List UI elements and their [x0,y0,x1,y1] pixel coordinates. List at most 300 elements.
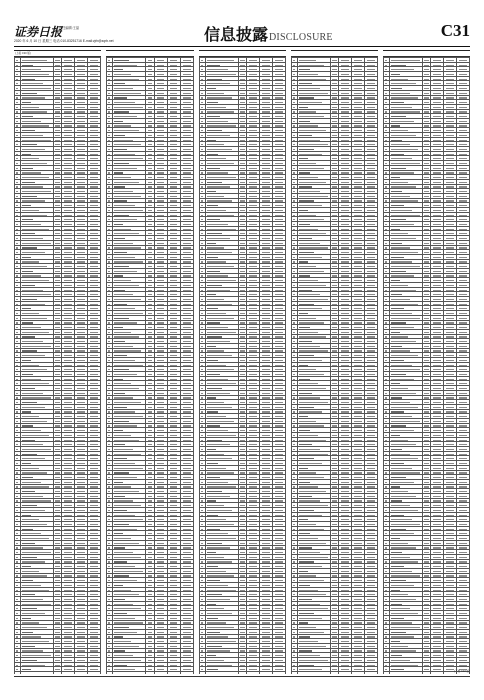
cell-text-stroke [77,529,84,530]
cell-text-stroke [170,186,177,187]
cell-text-stroke [148,655,152,656]
cell-text-stroke [77,355,84,356]
cell-text-stroke [90,111,97,112]
cell-text-stroke [148,88,152,89]
cell-text-stroke [77,130,84,131]
cell-text-stroke [108,336,110,337]
cell-text-stroke [157,346,164,347]
cell-text-stroke [108,533,110,534]
cell-text-stroke [64,313,71,314]
cell-text-stroke [262,172,269,173]
cell-text-stroke [240,238,244,239]
cell-text-stroke [108,580,110,581]
cell-text-stroke [170,575,177,576]
cell-text-stroke [157,149,164,150]
cell-text-stroke [22,379,41,380]
cell-text-stroke [249,257,256,258]
cell-text-stroke [207,88,216,89]
cell-text-stroke [249,313,256,314]
cell-text-stroke [108,425,110,426]
cell-text-stroke [64,257,71,258]
cell-text-stroke [170,646,177,647]
cell-text-stroke [170,515,177,516]
cell-text-stroke [148,111,152,112]
cell-text-stroke [22,346,51,347]
cell-text-stroke [262,69,269,70]
cell-text-stroke [64,482,71,483]
cell-text-stroke [249,233,256,234]
cell-text-stroke [64,172,71,173]
cell-text-stroke [148,308,152,309]
cell-text-stroke [22,665,45,666]
cell-text-stroke [148,107,152,108]
cell-text-stroke [157,88,164,89]
cell-text-stroke [148,365,152,366]
cell-text-stroke [275,402,282,403]
cell-text-stroke [90,496,97,497]
cell-text-stroke [183,655,190,656]
cell-text-stroke [207,144,224,145]
cell-text-stroke [77,650,84,651]
cell-text-stroke [90,646,97,647]
cell-text-stroke [22,107,39,108]
cell-text-stroke [201,379,203,380]
cell-text-stroke [148,407,152,408]
cell-text-stroke [157,350,164,351]
cell-text-stroke [16,632,18,633]
cell-text-stroke [55,332,59,333]
cell-text-stroke [262,369,269,370]
cell-text-stroke [183,83,190,84]
cell-text-stroke [16,608,18,609]
cell-text-stroke [90,336,97,337]
cell-text-stroke [148,397,152,398]
cell-text-stroke [55,285,59,286]
cell-text-stroke [275,191,282,192]
cell-text-stroke [108,140,110,141]
cell-text-stroke [64,83,71,84]
cell-text-stroke [22,172,41,173]
cell-text-stroke [16,561,18,562]
disclosure-table [14,57,101,674]
cell-text-stroke [240,407,244,408]
cell-text-stroke [77,140,84,141]
cell-text-stroke [201,421,203,422]
cell-text-stroke [240,219,244,220]
cell-text-stroke [148,411,152,412]
cell-text-stroke [201,346,203,347]
cell-text-stroke [148,144,152,145]
cell-text-stroke [148,665,152,666]
cell-text-stroke [77,458,84,459]
cell-text-stroke [114,69,123,70]
cell-text-stroke [183,140,190,141]
cell-text-stroke [262,121,269,122]
cell-text-stroke [90,149,97,150]
cell-text-stroke [77,313,84,314]
cell-text-stroke [77,158,84,159]
cell-text-stroke [240,421,244,422]
cell-text-stroke [170,252,177,253]
cell-text-stroke [207,93,224,94]
cell-text-stroke [183,627,190,628]
cell-text-stroke [207,243,216,244]
cell-text-stroke [64,355,71,356]
cell-text-stroke [77,421,84,422]
cell-text-stroke [64,252,71,253]
cell-text-stroke [77,172,84,173]
cell-text-stroke [157,229,164,230]
cell-text-stroke [55,458,59,459]
cell-text-stroke [183,636,190,637]
cell-text-stroke [262,275,269,276]
cell-text-stroke [157,641,164,642]
cell-text-stroke [262,182,269,183]
cell-text-stroke [170,154,177,155]
cell-text-stroke [90,322,97,323]
cell-text-stroke [201,341,203,342]
cell-text-stroke [201,125,203,126]
cell-text-stroke [16,468,18,469]
cell-text-stroke [170,660,177,661]
cell-text-stroke [249,88,256,89]
cell-text-stroke [148,285,152,286]
cell-text-stroke [157,519,164,520]
cell-text-stroke [108,322,110,323]
cell-text-stroke [170,388,177,389]
cell-text-stroke [108,608,110,609]
cell-text-stroke [108,280,110,281]
cell-text-stroke [22,186,43,187]
cell-text-stroke [22,618,31,619]
cell-text-stroke [157,557,164,558]
cell-text-stroke [108,88,110,89]
cell-text-stroke [249,275,256,276]
cell-text-stroke [201,407,203,408]
cell-text-stroke [157,182,164,183]
cell-text-stroke [249,172,256,173]
cell-text-stroke [249,308,256,309]
cell-text-stroke [22,482,41,483]
cell-text-stroke [183,557,190,558]
cell-text-stroke [262,229,269,230]
cell-text-stroke [148,219,152,220]
cell-text-stroke [148,350,152,351]
cell-text-stroke [114,425,137,426]
cell-text-stroke [55,585,59,586]
cell-text-stroke [207,444,230,445]
cell-text-stroke [108,486,110,487]
cell-text-stroke [77,599,84,600]
cell-text-stroke [55,102,59,103]
cell-text-stroke [207,402,224,403]
cell-text-stroke [90,636,97,637]
cell-text-stroke [16,308,18,309]
cell-text-stroke [170,200,177,201]
cell-text-stroke [262,421,269,422]
cell-text-stroke [108,332,110,333]
cell-text-stroke [183,154,190,155]
cell-text-stroke [275,196,282,197]
cell-text-stroke [183,182,190,183]
cell-text-stroke [22,233,35,234]
cell-text-stroke [201,172,203,173]
cell-text-stroke [77,627,84,628]
cell-text-stroke [22,604,51,605]
cell-text-stroke [77,463,84,464]
cell-text-stroke [275,318,282,319]
cell-text-stroke [16,266,18,267]
cell-text-stroke [157,543,164,544]
cell-text-stroke [148,177,152,178]
cell-text-stroke [157,444,164,445]
cell-text-stroke [22,444,43,445]
cell-text-stroke [22,149,45,150]
cell-text-stroke [148,580,152,581]
cell-text-stroke [148,575,152,576]
cell-text-stroke [148,172,152,173]
cell-text-stroke [201,229,203,230]
cell-text-stroke [16,627,18,628]
cell-text-stroke [16,571,18,572]
cell-text-stroke [77,299,84,300]
cell-text-stroke [90,191,97,192]
cell-text-stroke [183,421,190,422]
cell-text-stroke [77,646,84,647]
cell-text-stroke [108,374,110,375]
cell-text-stroke [262,233,269,234]
cell-text-stroke [240,393,244,394]
cell-text-stroke [64,458,71,459]
cell-text-stroke [183,575,190,576]
cell-text-stroke [64,369,71,370]
cell-text-stroke [108,622,110,623]
cell-text-stroke [16,144,18,145]
cell-text-stroke [170,454,177,455]
cell-text-stroke [148,444,152,445]
cell-text-stroke [148,618,152,619]
cell-text-stroke [77,435,84,436]
cell-text-stroke [77,116,84,117]
cell-text-stroke [77,341,84,342]
cell-text-stroke [157,219,164,220]
cell-text-stroke [16,130,18,131]
cell-text-stroke [240,93,244,94]
cell-text-stroke [16,505,18,506]
cell-text-stroke [170,538,177,539]
cell-text-stroke [157,224,164,225]
cell-text-stroke [64,449,71,450]
cell-text-stroke [249,379,256,380]
cell-text-stroke [249,79,256,80]
cell-text-stroke [249,140,256,141]
cell-text-stroke [240,79,244,80]
cell-text-stroke [108,665,110,666]
cell-text-stroke [183,491,190,492]
cell-text-stroke [183,252,190,253]
cell-text-stroke [240,444,244,445]
cell-text-stroke [77,125,84,126]
cell-text-stroke [22,365,39,366]
cell-text-stroke [240,247,244,248]
cell-text-stroke [262,224,269,225]
cell-text-stroke [249,294,256,295]
cell-text-stroke [55,547,59,548]
cell-text-stroke [249,369,256,370]
cell-text-stroke [240,205,244,206]
cell-text-stroke [114,172,123,173]
cell-text-stroke [64,93,71,94]
cell-text-stroke [170,257,177,258]
cell-text-stroke [16,182,18,183]
cell-text-stroke [201,158,203,159]
cell-text-stroke [207,158,226,159]
cell-text-stroke [64,360,71,361]
cell-text-stroke [77,163,84,164]
cell-text-stroke [22,243,51,244]
cell-text-stroke [55,186,59,187]
cell-text-stroke [262,290,269,291]
cell-text-stroke [114,524,129,525]
cell-text-stroke [16,224,18,225]
cell-text-stroke [201,360,203,361]
cell-text-stroke [22,229,49,230]
cell-text-stroke [114,547,125,548]
cell-text-stroke [201,275,203,276]
cell-text-stroke [183,121,190,122]
cell-text-stroke [64,393,71,394]
cell-text-stroke [90,177,97,178]
cell-text-stroke [207,238,230,239]
cell-text-stroke [16,665,18,666]
cell-text-stroke [55,421,59,422]
cell-text-stroke [114,660,141,661]
cell-text-stroke [77,491,84,492]
cell-text-stroke [114,135,125,136]
cell-text-stroke [262,425,269,426]
cell-text-stroke [108,60,110,61]
cell-text-stroke [157,116,164,117]
cell-text-stroke [22,261,39,262]
cell-text-stroke [16,229,18,230]
cell-text-stroke [183,336,190,337]
cell-text-stroke [90,88,97,89]
cell-text-stroke [201,224,203,225]
cell-text-stroke [22,116,33,117]
cell-text-stroke [157,393,164,394]
cell-text-stroke [240,261,244,262]
cell-text-stroke [183,313,190,314]
cell-text-stroke [201,200,203,201]
cell-text-stroke [108,393,110,394]
cell-text-stroke [275,163,282,164]
cell-text-stroke [64,594,71,595]
cell-text-stroke [249,397,256,398]
cell-text-stroke [275,397,282,398]
dateline: 2020 年 6 月 10 日 星期三 电话 010-83251716 E-mail:zjrb@zqrb.net [14,39,114,43]
cell-text-stroke [275,135,282,136]
cell-text-stroke [183,561,190,562]
cell-text-stroke [55,229,59,230]
cell-text-stroke [114,238,125,239]
cell-text-stroke [207,168,220,169]
cell-text-stroke [170,407,177,408]
cell-text-stroke [240,233,244,234]
cell-text-stroke [170,491,177,492]
cell-text-stroke [262,243,269,244]
cell-text-stroke [240,271,244,272]
cell-text-stroke [201,290,203,291]
cell-text-stroke [108,505,110,506]
cell-text-stroke [114,205,135,206]
cell-text-stroke [114,233,139,234]
cell-text-stroke [90,472,97,473]
cell-text-stroke [114,257,135,258]
cell-text-stroke [170,285,177,286]
cell-text-stroke [148,163,152,164]
cell-text-stroke [157,430,164,431]
cell-text-stroke [90,205,97,206]
cell-text-stroke [64,388,71,389]
cell-text-stroke [22,580,33,581]
cell-text-stroke [114,397,133,398]
cell-text-stroke [148,191,152,192]
cell-text-stroke [207,266,234,267]
cell-text-stroke [249,83,256,84]
cell-text-stroke [55,407,59,408]
cell-text-stroke [183,580,190,581]
cell-text-stroke [77,154,84,155]
cell-text-stroke [55,505,59,506]
cell-text-stroke [108,219,110,220]
cell-text-stroke [90,332,97,333]
cell-text-stroke [157,374,164,375]
cell-text-stroke [183,341,190,342]
cell-text-stroke [22,247,37,248]
cell-text-stroke [170,425,177,426]
table-cell [74,672,87,674]
cell-text-stroke [90,182,97,183]
cell-text-stroke [77,454,84,455]
cell-text-stroke [240,196,244,197]
cell-text-stroke [64,154,71,155]
cell-text-stroke [183,383,190,384]
cell-text-stroke [148,336,152,337]
cell-text-stroke [22,271,33,272]
cell-text-stroke [275,69,282,70]
cell-text-stroke [275,280,282,281]
cell-text-stroke [77,604,84,605]
cell-text-stroke [207,322,220,323]
cell-text-stroke [16,599,18,600]
cell-text-stroke [55,571,59,572]
cell-text-stroke [201,350,203,351]
cell-text-stroke [90,594,97,595]
cell-text-stroke [275,97,282,98]
cell-text-stroke [157,154,164,155]
cell-text-stroke [114,538,131,539]
cell-text-stroke [262,294,269,295]
cell-text-stroke [201,393,203,394]
cell-text-stroke [170,290,177,291]
cell-text-stroke [77,660,84,661]
cell-text-stroke [16,102,18,103]
cell-text-stroke [170,215,177,216]
cell-text-stroke [148,641,152,642]
cell-text-stroke [90,515,97,516]
cell-text-stroke [16,275,18,276]
cell-text-stroke [90,304,97,305]
